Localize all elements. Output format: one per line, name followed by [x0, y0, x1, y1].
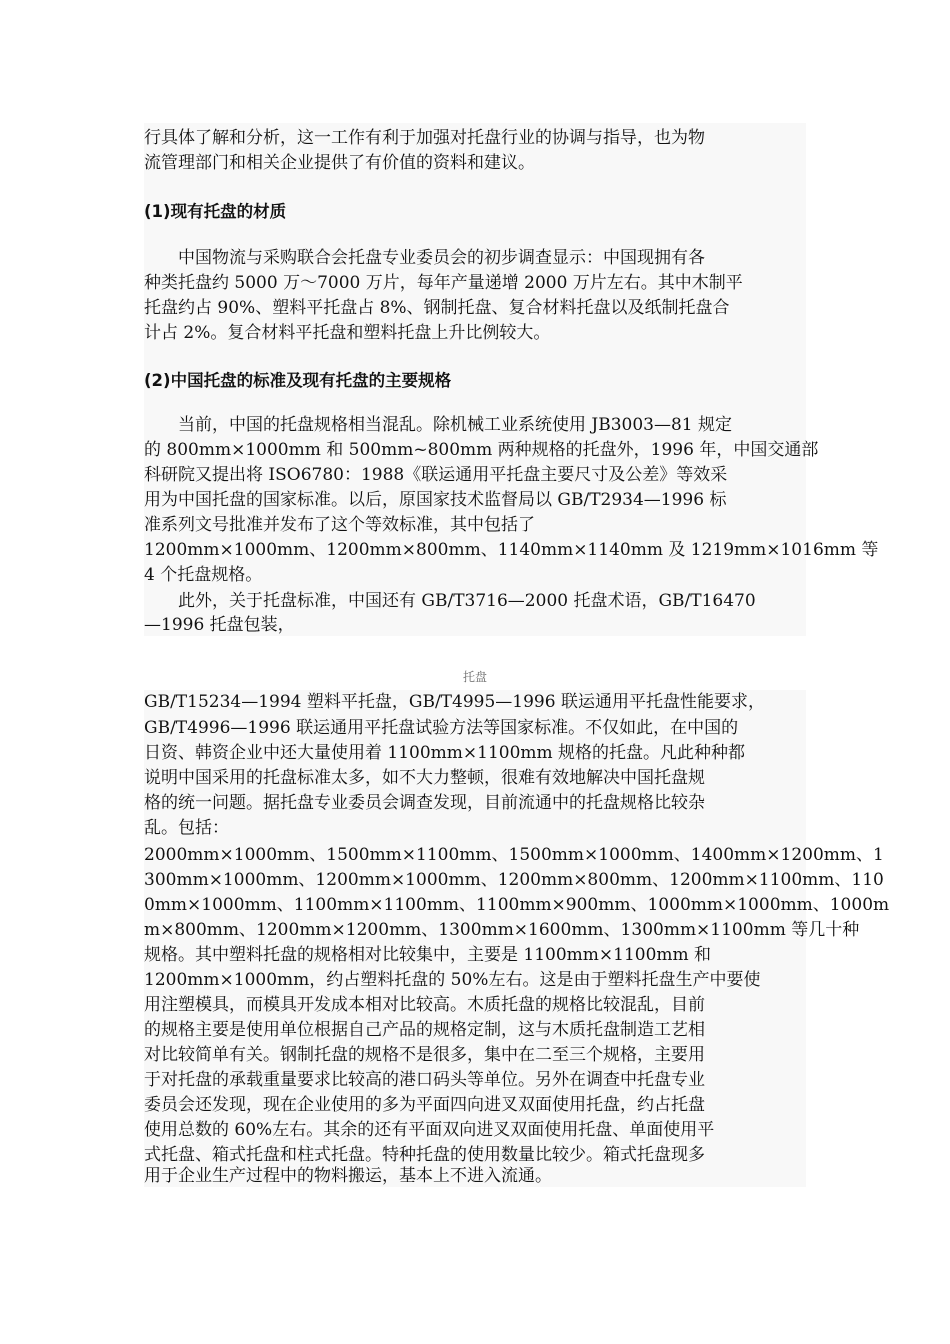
paragraph-line: 用注塑模具，而模具开发成本相对比较高。木质托盘的规格比较混乱，目前: [144, 995, 705, 1015]
paragraph-line: 日资、韩资企业中还大量使用着 1100mm×1100mm 规格的托盘。凡此种种都: [144, 743, 746, 763]
paragraph-line: 0mm×1000mm、1100mm×1100mm、1100mm×900mm、1000mm×1000mm、1000m: [144, 895, 890, 915]
paragraph-line: 科研院又提出将 ISO6780：1988《联运通用平托盘主要尺寸及公差》等效采: [144, 465, 728, 485]
paragraph-line: —1996 托盘包装，: [144, 615, 295, 635]
paragraph-line: 计占 2%。复合材料平托盘和塑料托盘上升比例较大。: [144, 323, 551, 343]
paragraph-line: 的规格主要是使用单位根据自己产品的规格定制，这与木质托盘制造工艺相: [144, 1020, 705, 1040]
paragraph-line: GB/T4996—1996 联运通用平托盘试验方法等国家标准。不仅如此，在中国的: [144, 718, 739, 738]
paragraph-line: 使用总数的 60%左右。其余的还有平面双向进叉双面使用托盘、单面使用平: [144, 1120, 715, 1140]
paragraph-line: 1200mm×1000mm，约占塑料托盘的 50%左右。这是由于塑料托盘生产中要使: [144, 970, 761, 990]
paragraph-line: 中国物流与采购联合会托盘专业委员会的初步调查显示：中国现拥有各: [144, 248, 705, 268]
paragraph-line: GB/T15234—1994 塑料平托盘，GB/T4995—1996 联运通用平托盘性能要求，: [144, 692, 765, 712]
paragraph-line: 行具体了解和分析，这一工作有利于加强对托盘行业的协调与指导，也为物: [144, 128, 705, 148]
paragraph-line: 4 个托盘规格。: [144, 565, 263, 585]
paragraph-line: 的 800mm×1000mm 和 500mm~800mm 两种规格的托盘外，1996 年，中国交通部: [144, 440, 819, 460]
paragraph-line: 准系列文号批准并发布了这个等效标准，其中包括了: [144, 515, 535, 535]
paragraph-line: 说明中国采用的托盘标准太多，如不大力整顿，很难有效地解决中国托盘规: [144, 768, 705, 788]
paragraph-line: 托盘约占 90%、塑料平托盘占 8%、钢制托盘、复合材料托盘以及纸制托盘合: [144, 298, 730, 318]
section-heading-materials: (1)现有托盘的材质: [144, 202, 287, 221]
paragraph-line: 1200mm×1000mm、1200mm×800mm、1140mm×1140mm 及 1219mm×1016mm 等: [144, 540, 879, 560]
paragraph-line: 此外，关于托盘标准，中国还有 GB/T3716—2000 托盘术语，GB/T16470: [144, 591, 756, 611]
paragraph-line: 委员会还发现，现在企业使用的多为平面四向进叉双面使用托盘，约占托盘: [144, 1095, 705, 1115]
paragraph-line: 规格。其中塑料托盘的规格相对比较集中，主要是 1100mm×1100mm 和: [144, 945, 712, 965]
paragraph-line: 于对托盘的承载重量要求比较高的港口码头等单位。另外在调查中托盘专业: [144, 1070, 705, 1090]
section-heading-standards: (2)中国托盘的标准及现有托盘的主要规格: [144, 371, 452, 390]
paragraph-line: 对比较简单有关。钢制托盘的规格不是很多，集中在二至三个规格，主要用: [144, 1045, 705, 1065]
paragraph-line: 2000mm×1000mm、1500mm×1100mm、1500mm×1000mm、1400mm×1200mm、1: [144, 845, 884, 865]
paragraph-line: 用于企业生产过程中的物料搬运，基本上不进入流通。: [144, 1166, 552, 1186]
paragraph-line: 当前，中国的托盘规格相当混乱。除机械工业系统使用 JB3003—81 规定: [144, 415, 733, 435]
paragraph-line: 流管理部门和相关企业提供了有价值的资料和建议。: [144, 153, 535, 173]
paragraph-line: m×800mm、1200mm×1200mm、1300mm×1600mm、1300mm×1100mm 等几十种: [144, 920, 860, 940]
paragraph-line: 300mm×1000mm、1200mm×1000mm、1200mm×800mm、1200mm×1100mm、110: [144, 870, 884, 890]
paragraph-line: 格的统一问题。据托盘专业委员会调查发现，目前流通中的托盘规格比较杂: [144, 793, 705, 813]
image-caption: 托盘: [462, 670, 487, 684]
paragraph-line: 用为中国托盘的国家标准。以后，原国家技术监督局以 GB/T2934—1996 标: [144, 490, 727, 510]
paragraph-line: 种类托盘约 5000 万～7000 万片，每年产量递增 2000 万片左右。其中木制平: [144, 273, 743, 293]
paragraph-line: 乱。包括：: [144, 818, 229, 838]
paragraph-line: 式托盘、箱式托盘和柱式托盘。特种托盘的使用数量比较少。箱式托盘现多: [144, 1145, 705, 1165]
